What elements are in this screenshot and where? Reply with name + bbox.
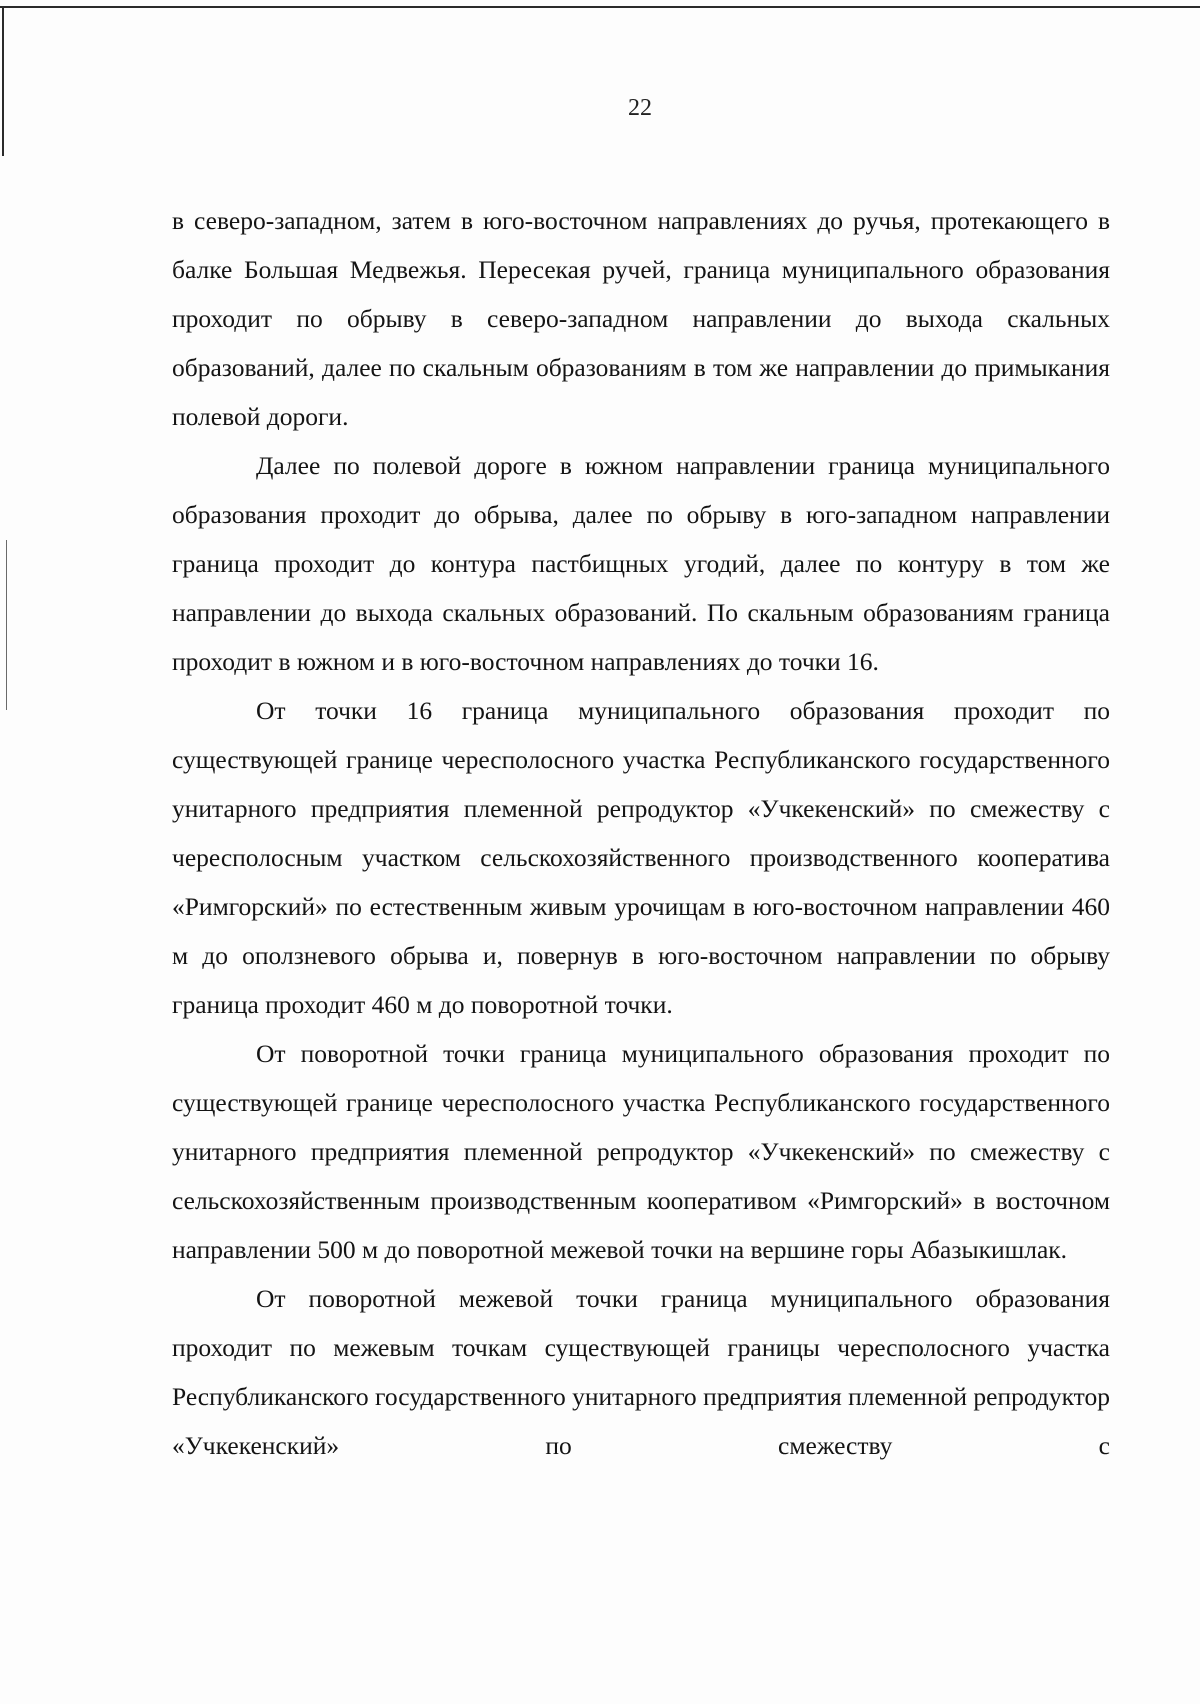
paragraph-4: От поворотной точки граница муниципального образования проходит по существующей границе чересполосного участка Республиканского государственного унитарного предприятия племенной репродуктор «Учкекенский» по смежеству с сельскохозяйственным производственным кооперативом «Римгорский» в восточном направлении 500 м до поворотной межевой точки на вершине горы Абазыкишлак. xyxy=(172,1039,1110,1264)
paragraph-3: От точки 16 граница муниципального образования проходит по существующей границе чересполосного участка Республиканского государственного унитарного предприятия племенной репродуктор «Учкекенский» по смежеству с чересполосным участком сельскохозяйственного производственного кооператива «Римгорский» по естественным живым урочищам в юго-восточном направлении 460 м до оползневого обрыва и, повернув в юго-восточном направлении по обрыву граница проходит 460 м до поворотной точки. xyxy=(172,696,1110,1019)
scan-edge-left-mid xyxy=(6,540,7,710)
page-number: 22 xyxy=(628,95,652,121)
scan-edge-left xyxy=(2,6,4,156)
paragraph-2: Далее по полевой дороге в южном направлении граница муниципального образования проходит до обрыва, далее по обрыву в юго-западном направлении граница проходит до контура пастбищных угодий, далее по контуру в том же направлении до выхода скальных образований. По скальным образованиям граница проходит в южном и в юго-восточном направлениях до точки 16. xyxy=(172,451,1110,676)
paragraph-5: От поворотной межевой точки граница муниципального образования проходит по межевым точкам существующей границы чересполосного участка Республиканского государственного унитарного предприятия племенной репродуктор «Учкекенский» по смежеству с xyxy=(172,1284,1110,1460)
paragraph-1: в северо-западном, затем в юго-восточном направлениях до ручья, протекающего в балке Большая Медвежья. Пересекая ручей, граница муниципального образования проходит по обрыву в северо-западном направлении до выхода скальных образований, далее по скальным образованиям в том же направлении до примыкания полевой дороги. xyxy=(172,206,1110,431)
document-body xyxy=(172,196,1110,1470)
scan-edge-top xyxy=(0,6,1200,8)
